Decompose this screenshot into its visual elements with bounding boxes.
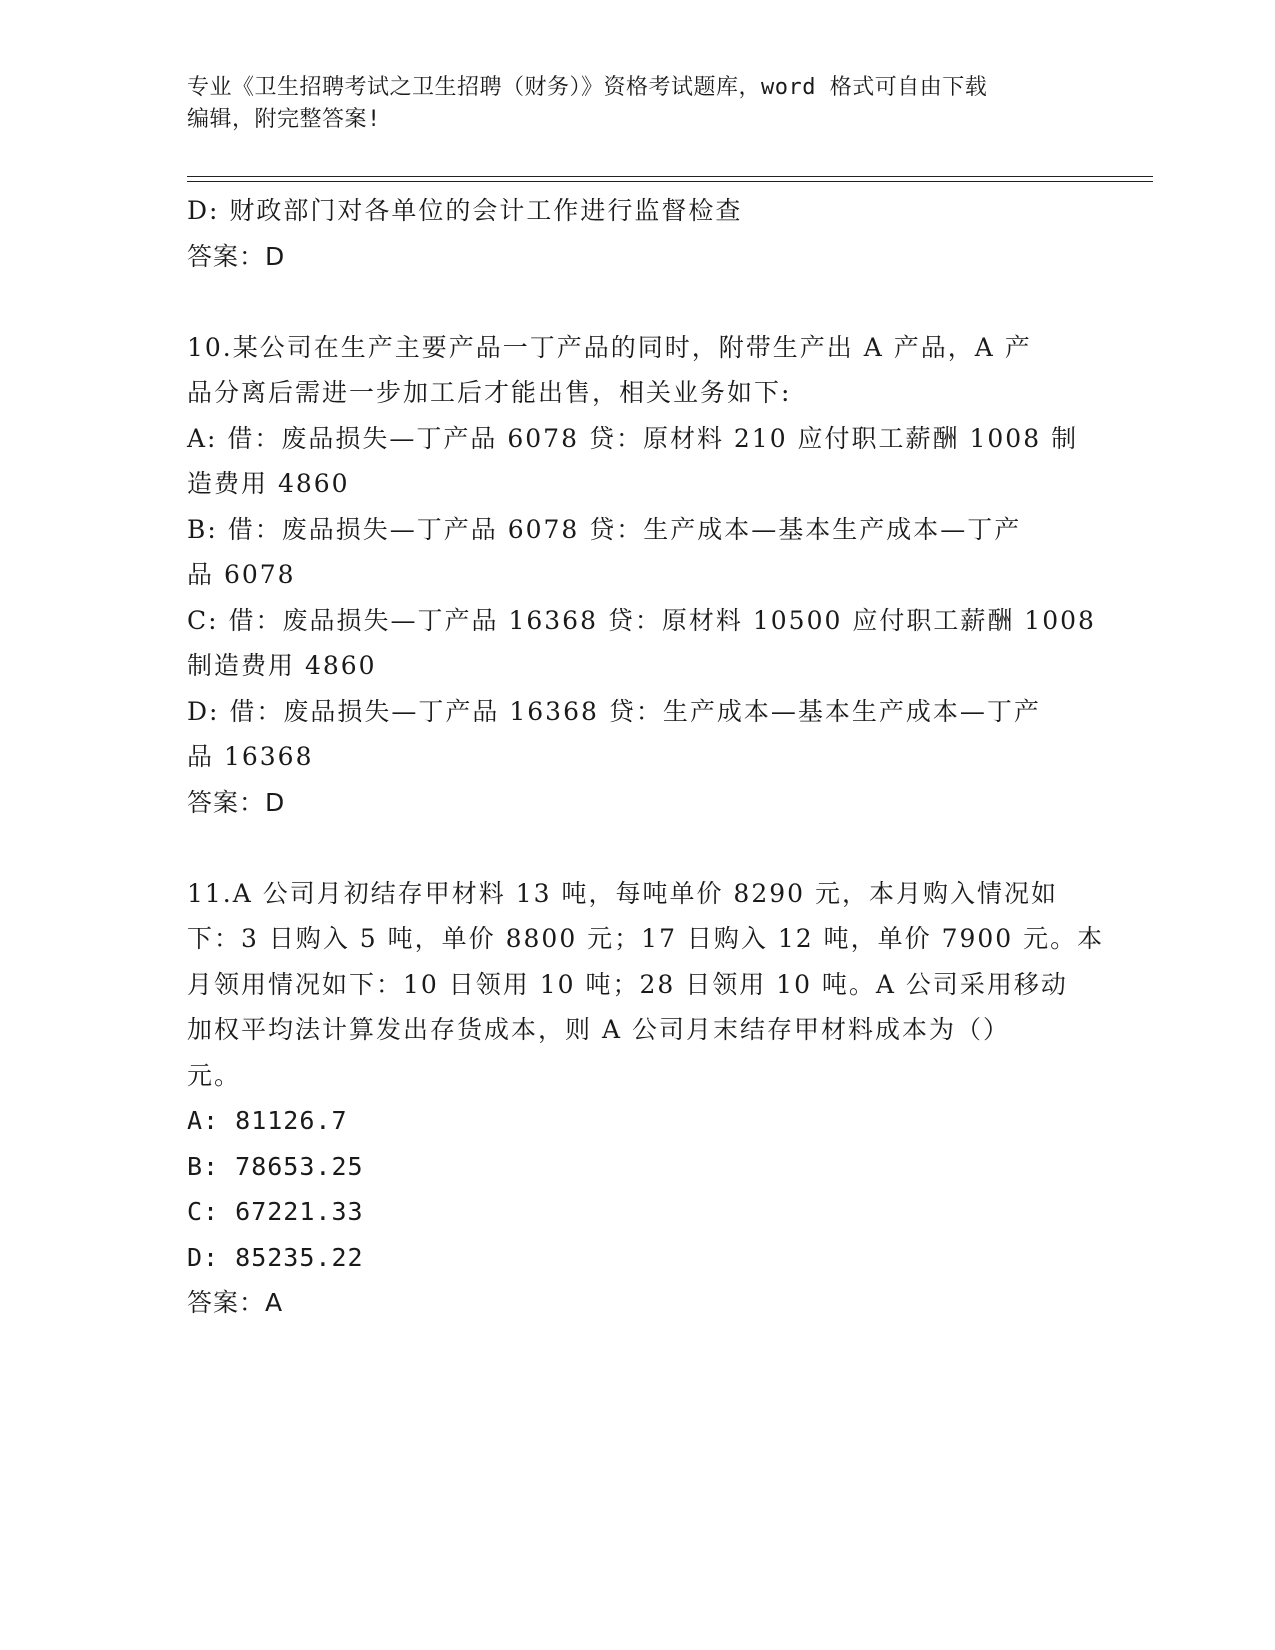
q10-option-a-line-2: 造费用 4860 [187,469,350,498]
q10-option-b-line-2: 品 6078 [187,560,296,589]
document-header [187,72,1067,136]
q11-stem-line-2: 下：3 日购入 5 吨，单价 8800 元；17 日购入 12 吨，单价 7900 元。本 [187,924,1105,953]
q11-option-b: B: 78653.25 [187,1151,364,1181]
question-content [187,188,1105,1326]
header-line-2: 编辑，附完整答案! [187,107,381,132]
q10-option-d-line-1: D: 借：废品损失—丁产品 16368 贷：生产成本—基本生产成本—丁产 [187,696,1041,726]
q11-stem-line-4: 加权平均法计算发出存货成本，则 A 公司月末结存甲材料成本为（） [187,1015,1010,1044]
q11-option-c: C: 67221.33 [187,1197,364,1226]
q10-stem-line-2: 品分离后需进一步加工后才能出售，相关业务如下: [187,378,792,407]
q11-stem-line-1: 11.A 公司月初结存甲材料 13 吨，每吨单价 8290 元，本月购入情况如 [187,878,1058,908]
q10-option-b-line-1: B: 借：废品损失—丁产品 6078 贷：生产成本—基本生产成本—丁产 [187,514,1022,544]
q11-stem-line-5: 元。 [187,1060,242,1090]
question-10 [187,325,1096,826]
question-11 [187,871,1105,1326]
q11-stem-line-3: 月领用情况如下：10 日领用 10 吨；28 日领用 10 吨。A 公司采用移动 [187,969,1068,999]
q11-option-a: A: 81126.7 [187,1106,348,1135]
header-line-1: 专业《卫生招聘考试之卫生招聘（财务）》资格考试题库，word 格式可自由下载 [187,75,988,100]
q11-answer: 答案：A [187,1288,284,1317]
q10-option-d-line-2: 品 16368 [187,742,314,771]
q9-option-d: D: 财政部门对各单位的会计工作进行监督检查 [187,196,743,225]
q10-option-c-line-1: C: 借：废品损失—丁产品 16368 贷：原材料 10500 应付职工薪酬 1008 [187,605,1096,635]
q9-answer: 答案：D [187,241,286,271]
q10-option-c-line-2: 制造费用 4860 [187,651,377,680]
q10-answer: 答案：D [187,787,286,817]
header-divider-top [187,176,1153,177]
q10-stem-line-1: 10.某公司在生产主要产品一丁产品的同时，附带生产出 A 产品，A 产 [187,332,1032,362]
question-spacer [187,825,1087,871]
q11-option-d: D: 85235.22 [187,1242,364,1272]
question-spacer [187,279,1087,325]
q10-option-a-line-1: A: 借：废品损失—丁产品 6078 贷：原材料 210 应付职工薪酬 1008 制 [187,423,1079,453]
question-9-tail [187,188,1087,279]
header-divider-bottom [187,181,1153,182]
